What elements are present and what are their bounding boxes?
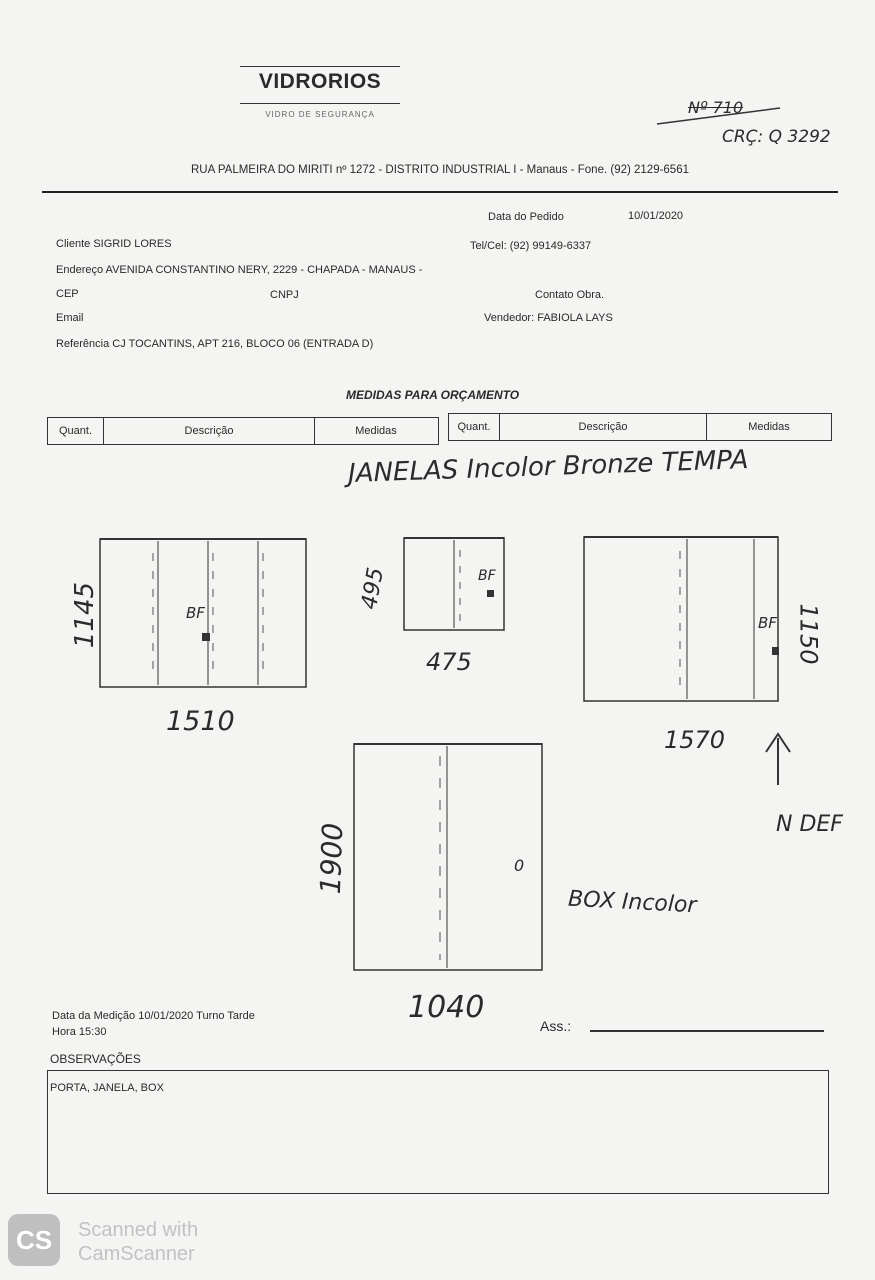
client-value: SIGRID LORES <box>93 238 172 250</box>
observations-value: PORTA, JANELA, BOX <box>50 1082 164 1094</box>
col-desc-left: Descrição <box>104 418 315 444</box>
window-3-mark: BF <box>758 614 777 632</box>
address-value: AVENIDA CONSTANTINO NERY, 2229 - CHAPADA - MANAUS - <box>105 264 423 276</box>
shift-value: Tarde <box>227 1010 255 1022</box>
company-tagline: VIDRO DE SEGURANÇA <box>265 110 375 119</box>
window-3-height: 1150 <box>794 603 823 665</box>
strike-stroke <box>655 100 785 130</box>
measures-table-left <box>47 417 439 445</box>
client-label: Cliente <box>56 238 91 250</box>
header-divider <box>42 191 838 193</box>
window-2-mark: BF <box>478 568 496 584</box>
box-note: BOX Incolor <box>567 886 698 919</box>
window-3-sketch <box>582 531 782 706</box>
window-3-note: N DEF <box>776 812 843 837</box>
windows-note: JANELAS Incolor Bronze TEMPA <box>347 445 749 489</box>
door-height: 1900 <box>313 822 350 895</box>
camscanner-watermark <box>78 1218 198 1266</box>
window-1-height: 1145 <box>70 581 101 649</box>
watermark-line-2: CamScanner <box>78 1243 195 1265</box>
measures-title: MEDIDAS PARA ORÇAMENTO <box>346 388 520 402</box>
observations-box <box>47 1070 829 1194</box>
door-width: 1040 <box>408 990 485 1025</box>
col-quant-right: Quant. <box>449 414 500 440</box>
window-2-width: 475 <box>426 648 472 676</box>
window-1-mark: BF <box>186 604 205 622</box>
door-mark: 0 <box>514 856 525 875</box>
seller-value: FABIOLA LAYS <box>537 312 613 324</box>
crc-note: CRÇ: Q 3292 <box>722 127 831 147</box>
arrow-up-icon <box>760 730 796 790</box>
phone-label: Tel/Cel <box>470 240 504 252</box>
cnpj-label: CNPJ <box>270 289 299 301</box>
company-logo: VIDRORIOS <box>258 70 382 93</box>
hour-label: Hora <box>52 1026 76 1038</box>
order-number-struck: Nº 710 <box>688 98 744 117</box>
cep-label: CEP <box>56 288 79 300</box>
window-1-width: 1510 <box>166 706 235 737</box>
col-medidas-right: Medidas <box>748 421 790 433</box>
order-date-value: 10/01/2020 <box>628 210 684 222</box>
camscanner-logo: CS <box>8 1214 60 1266</box>
signature-label: Ass.: <box>540 1018 572 1034</box>
seller-label: Vendedor <box>484 312 532 324</box>
window-2-height: 495 <box>357 565 389 612</box>
address-label: Endereço <box>56 264 104 276</box>
watermark-line-1: Scanned with <box>78 1219 199 1241</box>
company-address: RUA PALMEIRA DO MIRITI nº 1272 - DISTRITO INDUSTRIAL I - Manaus - Fone. (92) 2129-6561 <box>190 164 689 176</box>
hour-value: 15:30 <box>78 1026 107 1038</box>
col-quant-left: Quant. <box>48 418 104 444</box>
shift-label: Turno <box>196 1010 225 1022</box>
col-medidas-left: Medidas <box>355 425 397 437</box>
col-desc-right: Descrição <box>500 414 707 440</box>
observations-label: OBSERVAÇÕES <box>50 1052 141 1066</box>
measure-date-value: 10/01/2020 <box>138 1010 194 1022</box>
window-3-width: 1570 <box>664 726 726 754</box>
phone-value: (92) 99149-6337 <box>509 240 592 252</box>
email-label: Email <box>56 312 84 324</box>
signature-line <box>590 1030 824 1032</box>
reference-label: Referência <box>56 338 110 350</box>
reference-value: CJ TOCANTINS, APT 216, BLOCO 06 (ENTRADA D) <box>112 338 374 350</box>
contact-label: Contato Obra. <box>535 289 605 301</box>
order-date-label: Data do Pedido <box>488 211 564 223</box>
measures-table-right <box>448 413 832 441</box>
measure-date-label: Data da Medição <box>52 1010 136 1022</box>
